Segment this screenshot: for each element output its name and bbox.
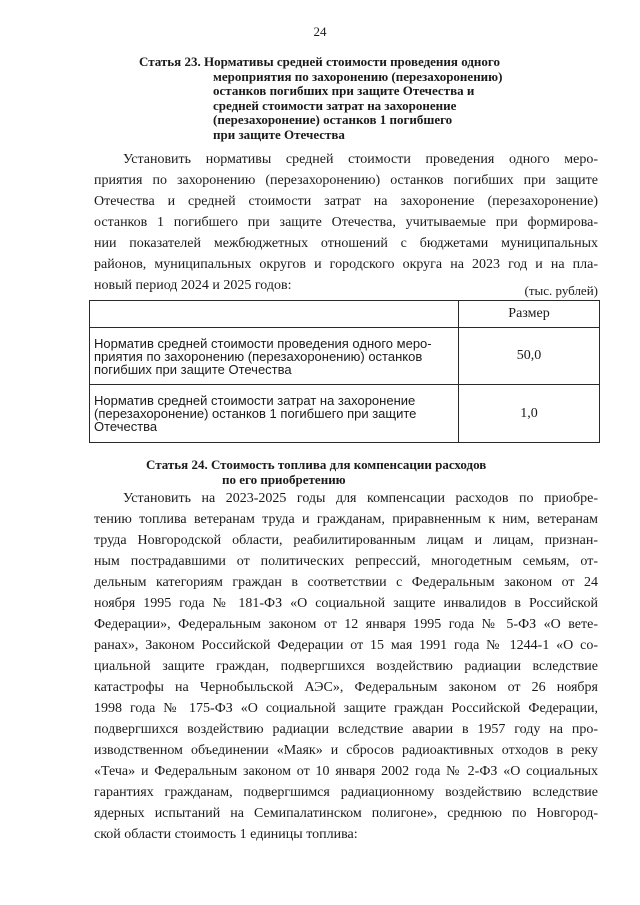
heading-line: средней стоимости затрат на захоронение <box>213 97 457 113</box>
body-line: ноября 1995 года № 181-ФЗ «О социальной защите инвалидов в Российской <box>94 596 598 611</box>
heading-line: (перезахоронение) останков 1 погибшего <box>213 112 453 127</box>
body-line: ской области стоимость 1 единицы топлива: <box>94 827 358 842</box>
heading-line: мероприятия по захоронению (перезахоронению) <box>213 68 503 84</box>
article-23-body <box>94 149 598 296</box>
body-line: Установить нормативы средней стоимости проведения одного меро- <box>123 152 598 167</box>
article-24-body <box>94 488 598 845</box>
table-row-value: 1,0 <box>459 385 600 443</box>
body-line: приятия по захоронению (перезахоронению) останков погибших при защите <box>94 173 598 188</box>
heading-line: по его приобретению <box>222 471 346 487</box>
body-line: новый период 2024 и 2025 годов: <box>94 278 292 293</box>
table-row-label <box>90 385 459 443</box>
table-row <box>90 385 600 443</box>
body-line: Установить на 2023-2025 годы для компенсации расходов по приобре- <box>123 491 598 506</box>
body-line: подвергшихся воздействию радиации вследствие аварии в 1957 году на про- <box>94 722 598 737</box>
body-line: тению топлива ветеранам труда и гражданам, приравненным к ним, ветеранам <box>94 512 598 527</box>
body-line: районов, муниципальных округов и городского округа на 2023 год и на пла- <box>94 257 598 272</box>
body-line: «Теча» и Федеральным законом от 10 января 2002 года № 2-ФЗ «О социальных <box>94 764 598 779</box>
body-line: циальной защите граждан, подвергшихся воздействию радиации вследствие <box>94 659 598 674</box>
table-unit-label: (тыс. рублей) <box>524 283 598 298</box>
article-24-heading <box>146 458 486 487</box>
body-line: гарантиях гражданам, подвергшимся радиационному воздействию вследствие <box>94 785 598 800</box>
heading-line: останков погибших при защите Отечества и <box>213 83 475 98</box>
body-line: дельным категориям граждан в соответствии с Федеральным законом от 24 <box>94 575 598 590</box>
body-line: Отечества и средней стоимости затрат на захоронение (перезахоронение) <box>94 194 598 209</box>
table-header-size: Размер <box>459 301 600 328</box>
table-row-value: 50,0 <box>459 328 600 385</box>
label-line: Норматив средней стоимости затрат на захоронение <box>94 393 416 408</box>
heading-line: при защите Отечества <box>213 126 345 142</box>
body-line: ядерных испытаний на Семипалатинском полигоне», среднюю по Новгород- <box>94 806 598 821</box>
body-line: Федерации», Федеральным законом от 12 января 1995 года № 5-ФЗ «О вете- <box>94 617 598 632</box>
body-line: 1998 года № 175-ФЗ «О социальной защите граждан Российской Федерации, <box>94 701 598 716</box>
body-line: ным пострадавшими от политических репрессий, многодетным семьям, от- <box>94 554 598 569</box>
body-line: труда Новгородской области, реабилитированным лицам и лицам, признан- <box>94 533 598 548</box>
body-line: катастрофы на Чернобыльской АЭС», Федеральным законом от 26 ноября <box>94 680 598 695</box>
label-line: Отечества <box>94 419 158 434</box>
article-23-heading <box>139 55 502 142</box>
table-row-label <box>90 328 459 385</box>
table-header-row <box>90 301 600 328</box>
norms-table <box>89 300 600 443</box>
label-line: Норматив средней стоимости проведения одного меро- <box>94 335 432 351</box>
heading-line: Статья 23. Нормативы средней стоимости проведения одного <box>139 54 500 69</box>
label-line: приятия по захоронению (перезахоронению) останков <box>94 348 423 364</box>
label-line: погибших при защите Отечества <box>94 361 292 377</box>
body-line: ранах», Законом Российской Федерации от 15 мая 1991 года № 1244-1 «О со- <box>94 638 598 653</box>
label-line: (перезахоронение) останков 1 погибшего при защите <box>94 406 417 421</box>
page-number: 24 <box>313 24 327 39</box>
table-header-empty-cell <box>90 301 459 328</box>
body-line: нии показателей межбюджетных отношений с бюджетами муниципальных <box>94 236 598 251</box>
table-row <box>90 328 600 385</box>
body-line: изводственном объединении «Маяк» и сбросов радиоактивных отходов в реку <box>94 743 598 758</box>
heading-line: Статья 24. Стоимость топлива для компенсации расходов <box>146 457 487 472</box>
body-line: останков 1 погибшего при защите Отечества, учитываемые при формирова- <box>94 215 598 230</box>
